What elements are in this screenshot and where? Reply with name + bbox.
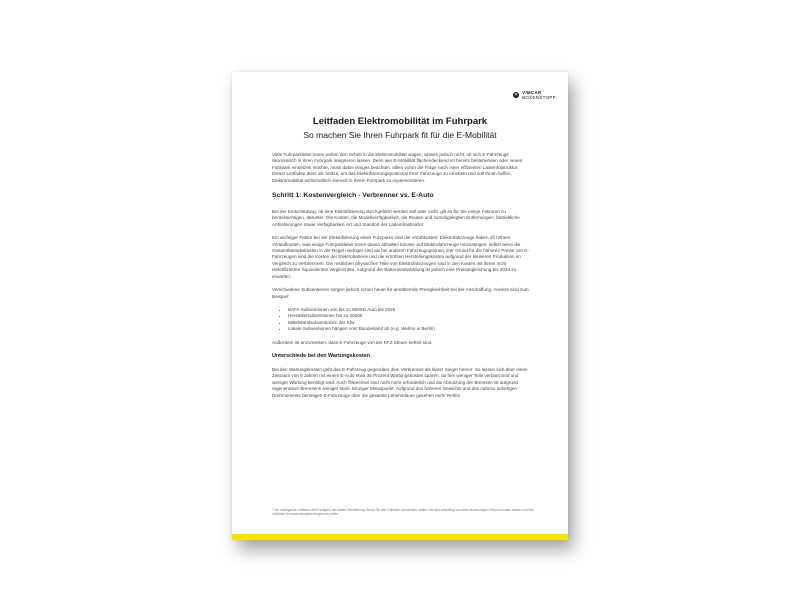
footnote: * Der vorliegende Leitfaden dient lediglich der ersten Orientierung. Bevor Sie den Leitfaden verwenden, sollten Sie sich unbedingt von einer fachkundigen Person beraten lassen und ihre Leitfäden im Anwendungsfall eingehend prüfen.: [272, 508, 534, 517]
intro-paragraph: Viele Fuhrparkleiter:innen wollen den Schritt in die Elektromobilität wagen, wissen jedoch nicht, ob sich E-Fahrzeuge ökonomisch in ihren Fuhrpark integrieren lassen. Denn wer E-Mobilität flächendeckend im bereits bestehenden oder neuen Fuhrpark einsetzen möchte, muss dabei einiges beachten, allem voran die Frage nach einer effizienten Ladeinfrastruktur. Dieser Leitfaden dient als Stütze, um das Elektrifizierungspotenzial Ihrer Fahrzeuge zu ermitteln und soll Ihnen helfen, Elektromobilität wirtschaftlich sinnvoll in Ihrem Fuhrpark zu implementieren.: [272, 152, 523, 183]
step1-paragraph-3: Verschiedene Subventionen sorgen jedoch schon heute für annähernde Preisgleichheit bei der Anschaffung. Anreize sind zum Beispiel:: [272, 287, 529, 299]
document-page: [232, 72, 568, 540]
maintenance-paragraph: Bei den Wartungskosten geht das E-Fahrzeug gegenüber dem Verbrenner als klarer Sieger hervor: So lassen sich über einen Zeitraum von 5 Jahren mit einem E-Auto etwa 35 Prozent Wartungskosten sparen, da hier weniger Teile verbaut sind und weniger Wartung benötigt wird: Auch Ölwechsel sind nicht mehr erforderlich und die Abnutzung der Bremsen ist aufgrund regenerativer Bremsens weniger stark. Einziger Minuspunkt: Aufgrund des höheren Gewichts und des nahezu sofortigen Drehmoments benötigen E-Fahrzeuge über die gesamte Lebensdauer gesehen mehr Reifen.: [272, 366, 528, 398]
list-item: • BAFA Subventionen von bis zu 6000€/ Auto bis 2025: [288, 307, 532, 313]
document-body: [272, 152, 532, 406]
list-item: • Lokale Subventionen hängen vom Bundesland ab (e.g. Welmo in Berlin): [288, 326, 532, 332]
logo-mark-icon: ✕: [513, 92, 519, 98]
step1-paragraph-2: Ein wichtiger Faktor bei der Elektrifizierung eines Fuhrparks sind die Vorabkosten: Elektrofahrzeuge haben oft höhere Vorlaufkosten, was einige Fuhrparkleiter:innen davon abhalten könnte, auf Elektrofahrzeuge umzusteigen, selbst wenn die Gesamtbetriebskosten in der Regel niedriger sind als bei anderen Fahrzeugoptionen. Der Grund für die höheren Preise von E-Fahrzeugen sind die Kosten der Elektrobatterie und die erhöhten Herstellungskosten aufgrund der kleineren Produktion im Vergleich zu Verbrennern. Die restlichen physischen Teile von Elektrofahrzeugen sind in den Kosten mit ihrem nicht elektrifizierten Äquivalenten vergleichbar. Aufgrund der Batterieentwicklung ist jedoch eine Preisangleichung bis 2024 zu erwarten.: [272, 235, 529, 279]
list-item: • Herstellersubventionen bis zu 3000€: [288, 313, 532, 319]
step1-paragraph-4: Außerdem ist anzumerken, dass E-Fahrzeuge von der KFZ Steuer befreit sind.: [272, 339, 433, 345]
step1-heading: Schritt 1: Kostenvergleich - Verbrenner vs. E-Auto: [272, 192, 434, 200]
document-title: Leitfaden Elektromobilität im Fuhrpark: [312, 116, 488, 127]
subsidies-list: [272, 307, 532, 333]
logo-line-2: BOXENSTOPP: [522, 95, 556, 100]
document-subtitle: So machen Sie Ihren Fuhrpark fit für die E-Mobilität: [303, 130, 497, 140]
list-item: • Mittelstandsubventionen der Kfw: [288, 320, 532, 326]
step1-paragraph-1: Bei der Entscheidung, ob eine Elektrifizierung durchgeführt werden soll oder nicht, gilt es für Sie einige Faktoren zu berücksichtigen, darunter: Die Kosten, die Modellverfügbarkeit, die Routen und zurückgelegten Entfernungen, betriebliche Anforderungen sowie Verfügbarkeit, Art und Standort der Ladeinfrastruktur.: [272, 209, 520, 227]
accent-bar: [232, 534, 568, 540]
maintenance-heading: Unterschiede bei den Wartungskosten: [272, 352, 371, 359]
logo-line-1: VIMCAR: [522, 90, 542, 95]
vimcar-logo: [513, 90, 556, 100]
logo-text: [522, 90, 556, 100]
